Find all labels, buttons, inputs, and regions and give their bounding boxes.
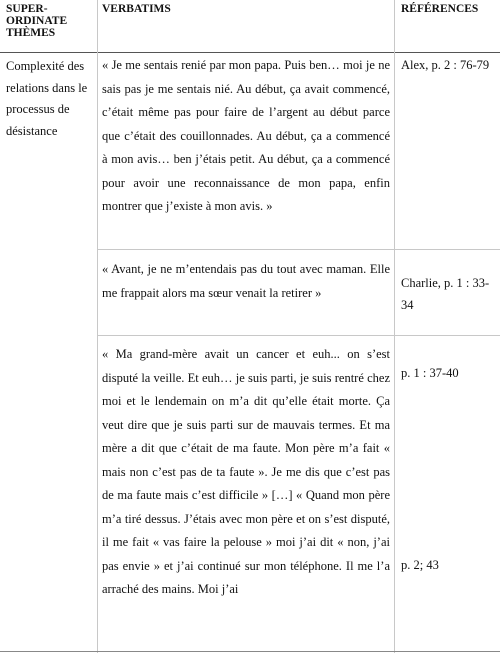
column-divider <box>394 0 395 653</box>
reference-row-1: Alex, p. 2 : 76-79 <box>401 58 490 72</box>
table-header <box>0 0 500 53</box>
reference-row-3: p. 1 : 37-40 <box>401 366 459 380</box>
reference-row-3b: p. 2; 43 <box>401 558 439 572</box>
column-divider <box>97 0 98 653</box>
verbatim-row-1: « Je me sentais renié par mon papa. Puis ben… moi je ne sais pas je me sentais nié. Au début, ça avait commencé, c’était même pas pour faire de l’argent au début parce que c’était des couillonnades. Au début, ça a commencé à mon avis… ben j’étais petit. Au début, ça a commencé pour avoir une reconnaissance de mon papa, enfin montrer que j’existe à mon avis. » <box>102 58 390 213</box>
verbatim-row-2: « Avant, je ne m’entendais pas du tout avec maman. Elle me frappait alors ma sœur venait la retirer » <box>102 262 390 300</box>
theme-cell: Complexité des relations dans le processus de désistance <box>6 59 88 138</box>
reference-row-2: Charlie, p. 1 : 33-34 <box>401 276 490 312</box>
table-bottom-border <box>0 651 500 652</box>
header-references: RÉFÉRENCES <box>401 3 479 15</box>
row-divider <box>98 249 500 250</box>
header-verbatims: VERBATIMS <box>102 3 171 15</box>
verbatim-row-3: « Ma grand-mère avait un cancer et euh... on s’est disputé la veille. Et euh… je suis parti, je suis rentré chez moi et le lendemain on m’a dit qu’elle était morte. Ça veut dire que je suis parti sur de mauvais termes. Et ma mère a dit que c’était de ma faute. Mon père m’a fait « mais non c’est pas de ta faute ». Je me dis que c’est pas de ma faute mais c’est difficile » […] « Quand mon père m’a tiré dessus. J’étais avec mon père et on s’est disputé, il me fait « vas faire la pelouse » moi j’ai dit « non, j’ai pas envie » et j’ai continué sur mon téléphone. Il me l’a arraché des mains. Moi j’ai <box>102 347 390 596</box>
row-divider <box>98 335 500 336</box>
header-themes: SUPER- ORDINATE THÈMES <box>6 3 68 39</box>
